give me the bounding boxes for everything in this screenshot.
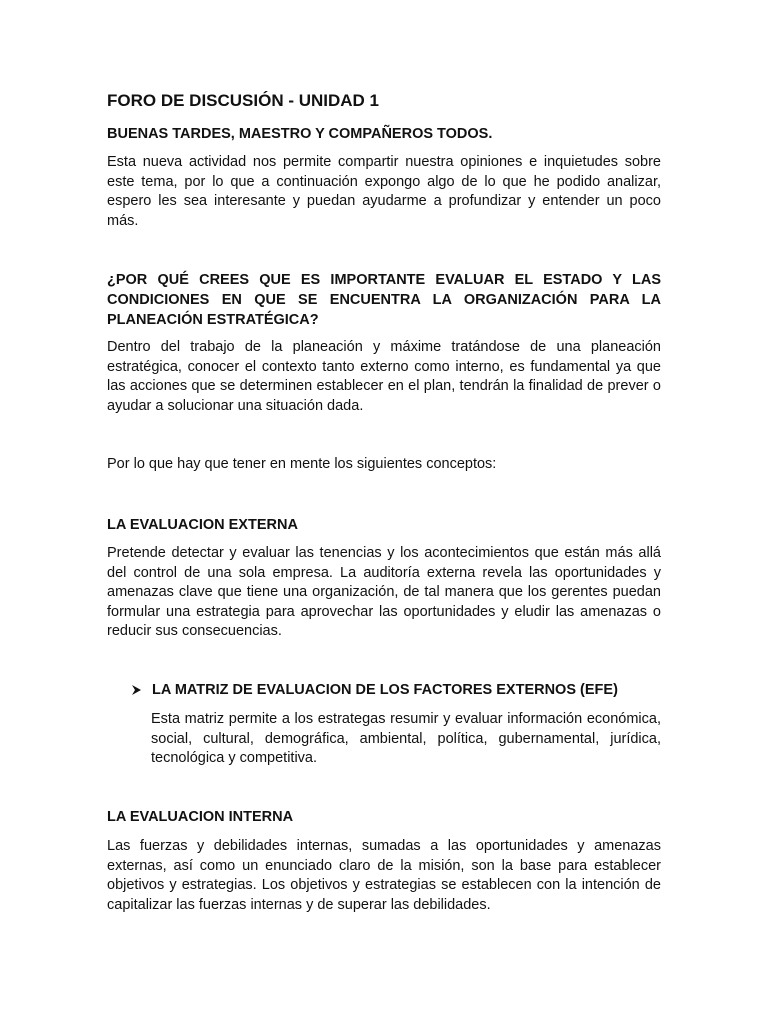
efe-matrix-paragraph: Esta matriz permite a los estrategas resumir y evaluar información económica, social, cultural, demográfica, ambiental, política, gubernamental, jurídica, tecnológica y competitiva. <box>151 711 661 767</box>
intro-paragraph: Esta nueva actividad nos permite compartir nuestra opiniones e inquietudes sobre este tema, por lo que a continuación expongo algo de lo que he podido analizar, espero les sea interesante y puedan ayudarme a profundizar y entender un poco más. <box>107 154 661 229</box>
internal-evaluation-paragraph: Las fuerzas y debilidades internas, sumadas a las oportunidades y amenazas externas, así como un enunciado claro de la misión, son la base para establecer objetivos y estrategias. Los objetivos y estrategias se establecen con la intención de capitalizar las fuerzas internas y de superar las debilidades. <box>107 838 661 913</box>
efe-matrix-heading: LA MATRIZ DE EVALUACION DE LOS FACTORES EXTERNOS (EFE) <box>152 682 618 698</box>
answer-paragraph: Dentro del trabajo de la planeación y máxime tratándose de una planeación estratégica, conocer el contexto tanto externo como interno, es fundamental ya que las acciones que se determinen establecer en el plan, tendrán la finalidad de prever o ayudar a solucionar una situación dada. <box>107 339 661 414</box>
arrowhead-bullet-icon <box>130 680 144 700</box>
question-heading: ¿POR QUÉ CREES QUE ES IMPORTANTE EVALUAR EL ESTADO Y LAS CONDICIONES EN QUE SE ENCUENTRA LA ORGANIZACIÓN PARA LA PLANEACIÓN ESTRATÉGICA? <box>107 272 661 328</box>
external-evaluation-paragraph: Pretende detectar y evaluar las tenencias y los acontecimientos que están más allá del control de una sola empresa. La auditoría externa revela las oportunidades y amenazas clave que tiene una organización, de tal manera que los gerentes puedan formular una estrategia para aprovechar las oportunidades y eludir las amenazas o reducir sus consecuencias. <box>107 545 661 640</box>
greeting-heading: BUENAS TARDES, MAESTRO Y COMPAÑEROS TODOS. <box>107 126 493 142</box>
external-evaluation-heading: LA EVALUACION EXTERNA <box>107 517 298 533</box>
internal-evaluation-heading: LA EVALUACION INTERNA <box>107 809 294 825</box>
page-title: FORO DE DISCUSIÓN - UNIDAD 1 <box>107 91 380 110</box>
concepts-intro-paragraph: Por lo que hay que tener en mente los siguientes conceptos: <box>107 456 497 472</box>
